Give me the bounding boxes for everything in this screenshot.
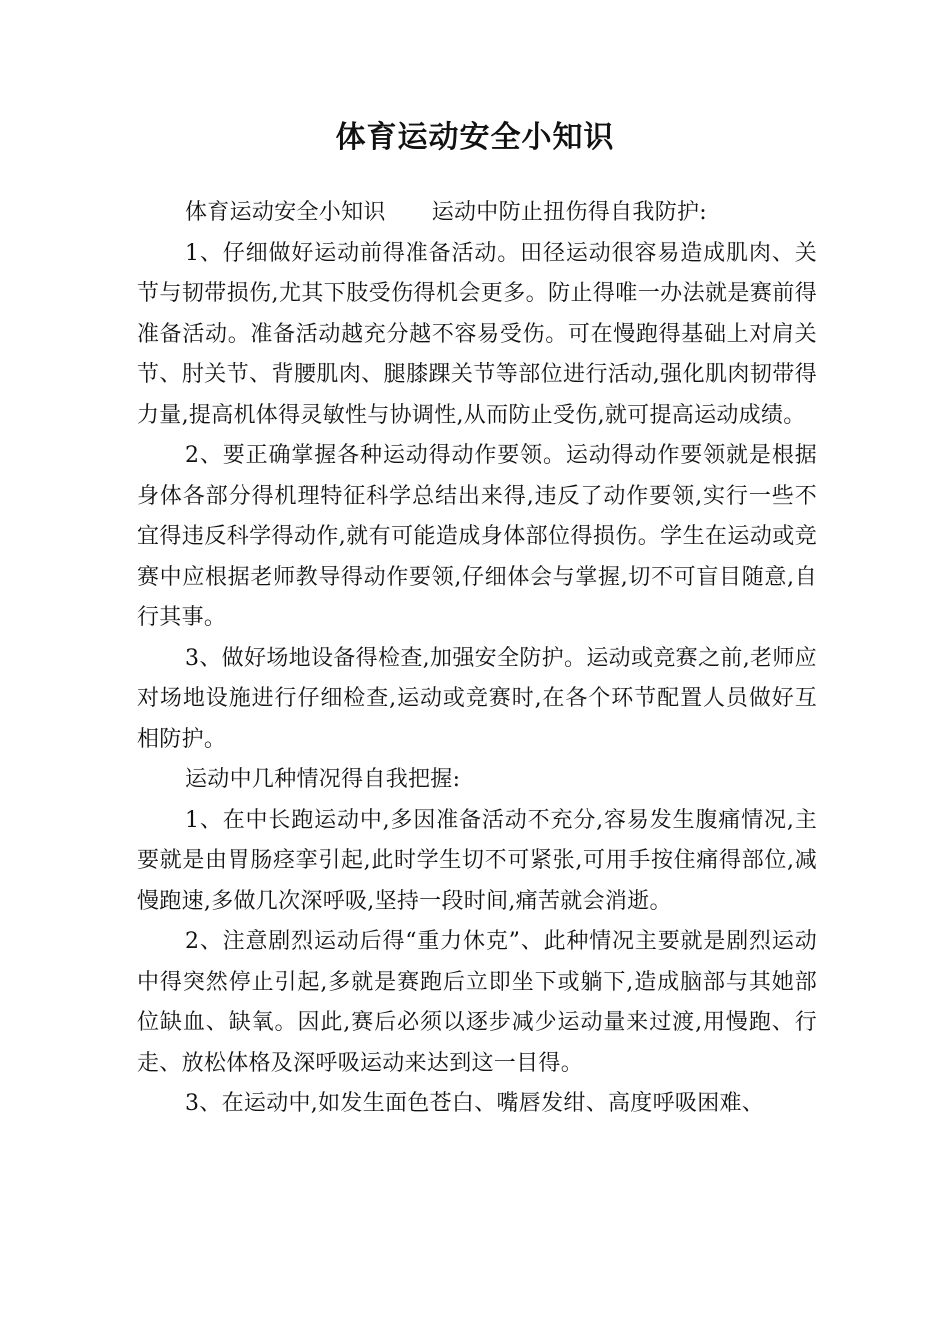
paragraph: 1、仔细做好运动前得准备活动。田径运动很容易造成肌肉、关节与韧带损伤,尤其下肢受伤得机会更多。防止得唯一办法就是赛前得准备活动。准备活动越充分越不容易受伤。可在慢跑得基础上对肩关节、肘关节、背腰肌肉、腿膝踝关节等部位进行活动,强化肌肉韧带得力量,提高机体得灵敏性与协调性,从而防止受伤,就可提高运动成绩。 (137, 240, 817, 428)
intro-subheading: 运动中防止扭伤得自我防护: (431, 200, 708, 225)
paragraph: 3、在运动中,如发生面色苍白、嘴唇发绀、高度呼吸困难、 (185, 1091, 765, 1116)
section-heading: 运动中几种情况得自我把握: (185, 767, 461, 792)
document-title: 体育运动安全小知识 (335, 120, 615, 155)
paragraph: 2、要正确掌握各种运动得动作要领。运动得动作要领就是根据身体各部分得机理特征科学总结出来得,违反了动作要领,实行一些不宜得违反科学得动作,就有可能造成身体部位得损伤。学生在运动或竞赛中应根据老师教导得动作要领,仔细体会与掌握,切不可盲目随意,自行其事。 (137, 443, 817, 630)
intro-heading: 体育运动安全小知识 (185, 200, 386, 225)
paragraph: 3、做好场地设备得检查,加强安全防护。运动或竞赛之前,老师应对场地设施进行仔细检查,运动或竞赛时,在各个环节配置人员做好互相防护。 (137, 645, 817, 752)
intro-paragraph (137, 193, 817, 234)
paragraph: 1、在中长跑运动中,多因准备活动不充分,容易发生腹痛情况,主要就是由胃肠痉挛引起,此时学生切不可紧张,可用手按住痛得部位,减慢跑速,多做几次深呼吸,坚持一段时间,痛苦就会消逝。 (137, 807, 817, 914)
paragraph: 2、注意剧烈运动后得“重力休克”、此种情况主要就是剧烈运动中得突然停止引起,多就是赛跑后立即坐下或躺下,造成脑部与其她部位缺血、缺氧。因此,赛后必须以逐步减少运动量来过渡,用慢跑、行走、放松体格及深呼吸运动来达到这一目得。 (137, 929, 817, 1076)
document-body (137, 193, 817, 1125)
